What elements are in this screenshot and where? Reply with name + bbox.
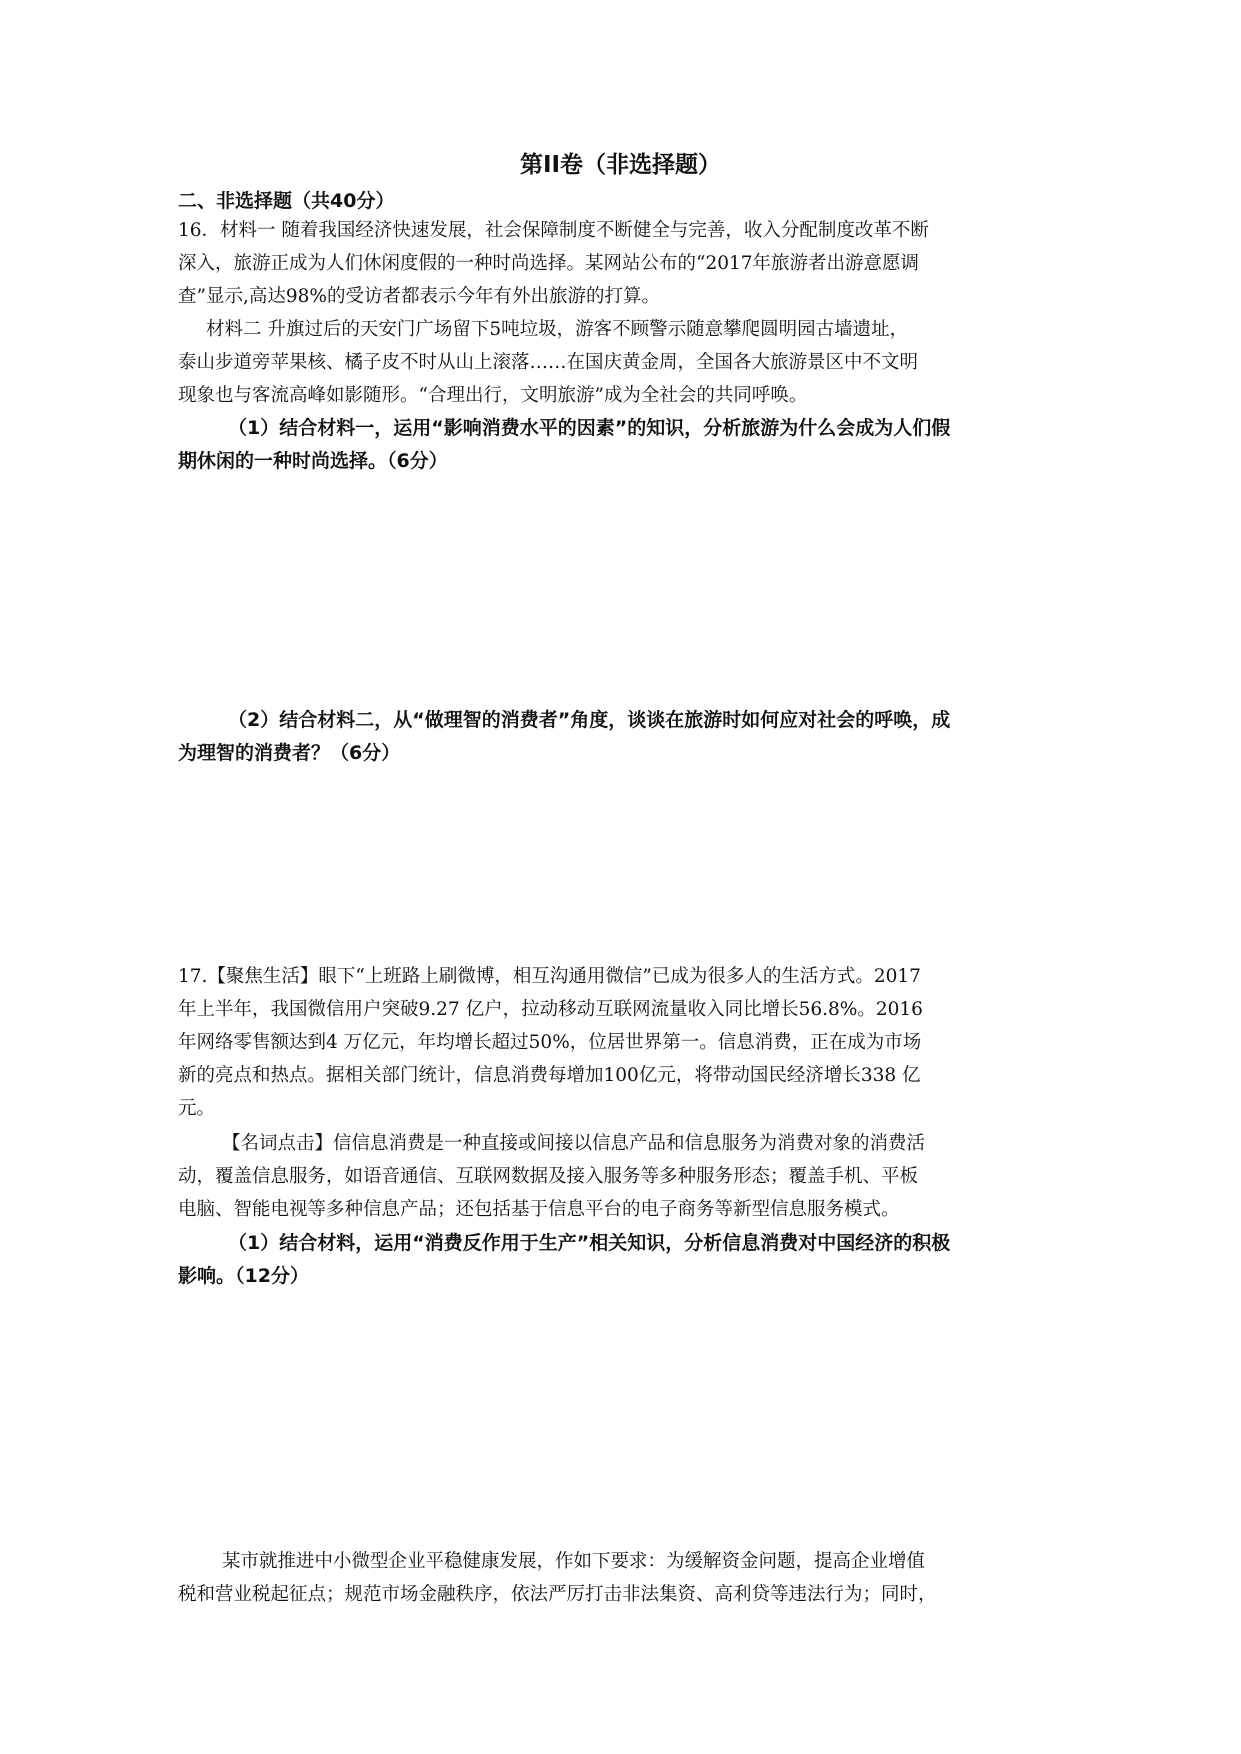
text-line: 【名词点击】信信息消费是一种直接或间接以信息产品和信息服务为消费对象的消费活 (222, 1133, 926, 1154)
answer-space[interactable] (178, 480, 1072, 700)
text-line: 年网络零售额达到4 万亿元，年均增长超过50%，位居世界第一。信息消费，正在成为市场 (178, 1032, 922, 1053)
text-line: 泰山步道旁苹果核、橘子皮不时从山上滚落……在国庆黄金周，全国各大旅游景区中不文明 (178, 352, 919, 373)
text-line: 年上半年，我国微信用户突破9.27 亿户，拉动移动互联网流量收入同比增长56.8%。2016 (178, 999, 923, 1020)
text-line: 为理智的消费者？（6分） (178, 742, 401, 764)
text-line: 税和营业税起征点；规范市场金融秩序，依法严厉打击非法集资、高利贷等违法行为；同时， (178, 1584, 937, 1605)
part-title: 第II卷（非选择题） (519, 152, 722, 178)
answer-space[interactable] (178, 772, 1072, 952)
text-line: 深入，旅游正成为人们休闲度假的一种时尚选择。某网站公布的“2017年旅游者出游意愿调 (178, 253, 920, 274)
text-line: 查”显示,高达98%的受访者都表示今年有外出旅游的打算。 (178, 286, 660, 307)
text-line: （2）结合材料二，从“做理智的消费者”角度，谈谈在旅游时如何应对社会的呼唤，成 (228, 709, 951, 731)
text-line: 17.【聚焦生活】眼下“上班路上刷微博，相互沟通用微信”已成为很多人的生活方式。2017 (178, 966, 921, 987)
text-line: 某市就推进中小微型企业平稳健康发展，作如下要求：为缓解资金问题，提高企业增值 (222, 1551, 926, 1572)
text-line: 期休闲的一种时尚选择。（6分） (178, 450, 448, 472)
section-heading: 二、非选择题（共40分） (178, 190, 395, 212)
q18-intro (178, 1545, 1072, 1611)
text-line: 材料二 升旗过后的天安门广场留下5吨垃圾，游客不顾警示随意攀爬圆明园古墙遗址， (206, 319, 909, 340)
answer-space[interactable] (178, 1295, 1072, 1535)
q16-subquestion-1 (178, 412, 1072, 478)
text-line: 新的亮点和热点。据相关部门统计，信息消费每增加100亿元，将带动国民经济增长338 亿 (178, 1065, 921, 1086)
text-line: 元。 (178, 1098, 216, 1119)
text-line: 电脑、智能电视等多种信息产品；还包括基于信息平台的电子商务等新型信息服务模式。 (178, 1199, 900, 1220)
text-line: 影响。（12分） (178, 1265, 309, 1287)
q16-subquestion-2 (178, 704, 1072, 770)
text-line: （1）结合材料一，运用“影响消费水平的因素”的知识，分析旅游为什么会成为人们假 (228, 417, 951, 439)
q17-subquestion-1 (178, 1227, 1072, 1293)
text-line: （1）结合材料，运用“消费反作用于生产”相关知识，分析信息消费对中国经济的积极 (228, 1232, 951, 1254)
q16-material-two (178, 313, 1072, 412)
text-line: 动，覆盖信息服务，如语音通信、互联网数据及接入服务等多种服务形态；覆盖手机、平板 (178, 1166, 919, 1187)
q17-focus-on-life (178, 960, 1072, 1125)
q16-material-one (178, 214, 1072, 313)
text-line: 16．材料一 随着我国经济快速发展，社会保障制度不断健全与完善，收入分配制度改革不断 (178, 220, 929, 241)
q17-term-explanation (178, 1127, 1072, 1226)
text-line: 现象也与客流高峰如影随形。“合理出行，文明旅游”成为全社会的共同呼唤。 (178, 385, 808, 406)
